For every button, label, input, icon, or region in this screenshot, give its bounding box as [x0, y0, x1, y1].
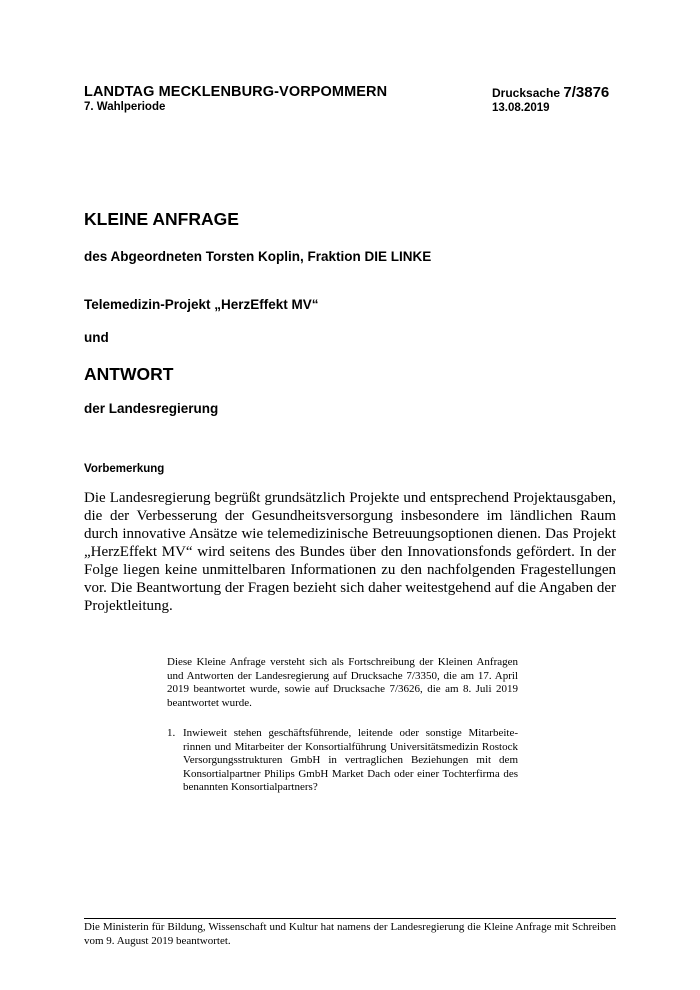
- answer-by: der Landesregierung: [84, 401, 219, 416]
- footer-note: Die Ministerin für Bildung, Wissenschaft und Kultur hat namens der Landesregierung die Kleine Anfrage mit Schreiben vom 9. August 2019 beantwortet.: [84, 921, 616, 947]
- drucksache-line: [492, 84, 609, 101]
- header-right: [492, 84, 609, 114]
- header-left: [84, 84, 387, 113]
- drucksache-number: 7/3876: [563, 84, 610, 101]
- answer-heading: ANTWORT: [84, 364, 174, 384]
- conjunction: und: [84, 330, 109, 345]
- drucksache-label: Drucksache: [492, 86, 561, 100]
- footer-divider: [84, 918, 616, 919]
- inquiry-note: Diese Kleine Anfrage versteht sich als Fortschreibung der Kleinen Anfragen und Antworten der Landesregierung auf Drucksache 7/3350, die am 17. April 2019 beantwortet wurde, sowie auf Drucksache 7/3626, die am 8. Juli 2019 beantwortet wurde.: [167, 656, 518, 709]
- question-item: [167, 727, 518, 795]
- question-text: Inwieweit stehen geschäftsführende, leitende oder sonstige Mitarbeiterinnen und Mitarbeiter der Konsortialführung Universitätsmedizin Rostock Versorgungsstrukturen GmbH in vertraglichen Beziehungen mit dem Konsortialpartner Philips GmbH Market Dach oder einer Tochterfirma des benannten Konsortialpartners?: [183, 727, 518, 793]
- question-number: 1.: [167, 727, 176, 739]
- author-line: des Abgeordneten Torsten Koplin, Fraktion DIE LINKE: [84, 249, 432, 264]
- preliminary-title: Vorbemerkung: [84, 463, 165, 475]
- parliament-name: LANDTAG MECKLENBURG-VORPOMMERN: [84, 84, 388, 100]
- document-type-heading: KLEINE ANFRAGE: [84, 209, 239, 229]
- preliminary-text: Die Landesregierung begrüßt grundsätzlich Projekte und entsprechend Projektausgaben, die der Verbesserung der Gesundheitsversorgung insbesondere im ländlichen Raum durch innovative Ansätze wie telemedizinische Betreuungsoptionen dienen. Das Projekt „HerzEffekt MV“ wird seitens des Bundes über den Innovationsfonds gefördert. In der Folge liegen keine unmittelbaren Informationen zu den nachfolgenden Fragestellungen vor. Die Beantwortung der Fragen bezieht sich daher weitestgehend auf die Angaben der Projektleitung.: [84, 490, 616, 614]
- document-date: 13.08.2019: [492, 102, 550, 114]
- legislative-period: 7. Wahlperiode: [84, 101, 166, 113]
- subject-heading: Telemedizin-Projekt „HerzEffekt MV“: [84, 297, 319, 312]
